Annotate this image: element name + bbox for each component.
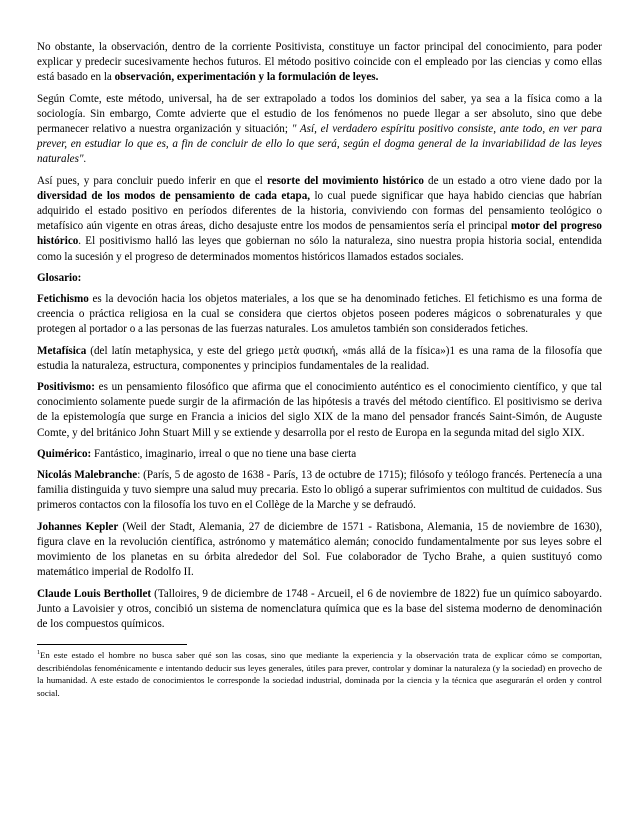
bold-phrase: diversidad de los modos de pensamiento de cada etapa, — [37, 189, 311, 202]
glossary-definition: (Weil der Stadt, Alemania, 27 de diciembre de 1571 - Ratisbona, Alemania, 15 de noviembre de 1630), figura clave en la revolución científica, astrónomo y matemático alemán; conocido fundamentalmente por sus leyes sobre el movimiento de los planetas en su órbita alrededor del Sol. Fue colaborador de Tycho Brahe, a quien sustituyó como matemático imperial de Rodolfo II. — [37, 520, 603, 579]
paragraph-text: de un estado a otro viene dado por la — [423, 174, 603, 187]
glossary-entry-malebranche — [37, 468, 602, 514]
italic-quote: " Así, el verdadero espíritu positivo consiste, ante todo, en ver para prever, en estudiar lo que es, a fin de concluir de ello lo que será, según el dogma general de la invariabilidad de las leyes naturales". — [37, 123, 602, 166]
glossary-term: Fetichismo — [37, 293, 89, 306]
glossary-term: Quimérico: — [37, 447, 92, 460]
footnote-text: En este estado el hombre no busca saber qué son las cosas, sino que mediante la experiencia y la observación trata de explicar cómo se comportan, describiéndolas fenoménicamente e intentando deducir sus leyes generales, útiles para prever, controlar y dominar la naturaleza (y la sociedad) en provecho de la humanidad. A este estado de conocimientos le corresponde la sociedad industrial, dominada por la ciencia y la técnica que asegurarán el orden y control social. — [37, 650, 602, 698]
glossary-definition: Fantástico, imaginario, irreal o que no tiene una base cierta — [91, 447, 357, 460]
glossary-entry-berthollet — [37, 587, 602, 633]
glossary-definition: es la devoción hacia los objetos materiales, a los que se ha denominado fetiches. El fetichismo es una forma de creencia o práctica religiosa en la cual se considera que ciertos objetos poseen poderes mágicos o sobrenaturales y que protegen al portador o a las personas de las fuerzas naturales. Los amuletos también son considerados fetiches. — [37, 293, 602, 336]
glossary-entry-fetichismo — [37, 292, 602, 338]
glossary-term: Positivismo: — [37, 381, 95, 394]
bold-phrase: observación, experimentación y la formulación de leyes. — [114, 71, 379, 84]
paragraph-text: Según Comte, este método, universal, ha de ser extrapolado a todos los dominios del saber, ya sea a la física como a la sociología. Sin embargo, Comte advierte que el estudio de los fenómenos no puede llegar a ser absoluto, sino que debe permanecer relativo a nuestra organización y situación; — [37, 92, 602, 136]
glossary-entry-positivismo — [37, 380, 602, 441]
paragraph-text: lo cual puede significar que haya habido ciencias que habrían adquirido el estado positivo en períodos diferentes de la historia, conviviendo con formas del pensamiento teológico o metafísico aún vigente en otras áreas, dicho desajuste entre los modos de pensamientos sería el principal — [37, 189, 602, 233]
glossary-entry-metafisica — [37, 344, 602, 374]
glossary-definition: (del latín metaphysica, y este del griego μετὰ φυσική, «más allá de la física»)1 es una rama de la filosofía que estudia la naturaleza, estructura, componentes y principios fundamentales de la realidad. — [37, 344, 602, 372]
bold-phrase: resorte del movimiento histórico — [266, 174, 424, 187]
glossary-entry-quimerico — [37, 447, 602, 462]
bold-phrase: motor del progreso histórico — [37, 220, 602, 248]
glossary-term: Nicolás Malebranche — [37, 469, 138, 482]
glossary-term: Metafísica — [37, 344, 87, 357]
glossary-definition: es un pensamiento filosófico que afirma que el conocimiento auténtico es el conocimiento científico, y que tal conocimiento solamente puede surgir de la afirmación de las hipótesis a través del método científico. El positivismo se deriva de la epistemología que surge en Francia a inicios del siglo XIX de la mano del pensador francés Saint-Simón, de Auguste Comte, y del británico John Stuart Mill y se extiende y desarrolla por el resto de Europa en la segunda mitad del siglo XIX. — [37, 381, 602, 439]
glossary-term: Johannes Kepler — [37, 520, 119, 533]
paragraph-text: Así pues, y para concluir puedo inferir en que el — [37, 174, 267, 187]
glossary-title: Glosario: — [37, 271, 82, 284]
footnote — [37, 649, 602, 699]
document-page — [37, 40, 602, 699]
paragraph-comte-method — [37, 92, 602, 168]
paragraph-observation — [37, 40, 602, 86]
paragraph-text: . El positivismo halló las leyes que gobiernan no sólo la naturaleza, sino nuestra propia historia social, entendida como la sucesión y el progreso de determinados momentos históricos llamados estados sociales. — [37, 235, 602, 263]
glossary-definition: (Talloires, 9 de diciembre de 1748 - Arcueil, el 6 de noviembre de 1822) fue un químico saboyardo. Junto a Lavoisier y otros, concibió un sistema de nomenclatura química que es la base del sistema moderno de denominación de los compuestos químicos. — [37, 587, 602, 630]
paragraph-text: No obstante, la observación, dentro de la corriente Positivista, constituye un factor principal del conocimiento, para poder explicar y predecir sucesivamente hechos futuros. El método positivo coincide con el empleado por las ciencias y como ellas está basado en la — [37, 41, 602, 84]
footnote-divider — [37, 644, 187, 645]
glossary-entry-kepler — [37, 520, 602, 581]
paragraph-conclusion — [37, 174, 602, 265]
glossary-definition: : (París, 5 de agosto de 1638 - París, 13 de octubre de 1715); filósofo y teólogo francés. Pertenecía a una familia distinguida y tuvo siempre una salud muy precaria. Esto lo obligó a superar sufrimientos con multitud de cuidados. Sus primeros contactos con la filosofía los tuvo en el Collège de la Marche y se defraudó. — [37, 469, 602, 512]
footnote-marker: 1 — [37, 650, 40, 657]
glossary-term: Claude Louis Berthollet — [37, 587, 152, 600]
